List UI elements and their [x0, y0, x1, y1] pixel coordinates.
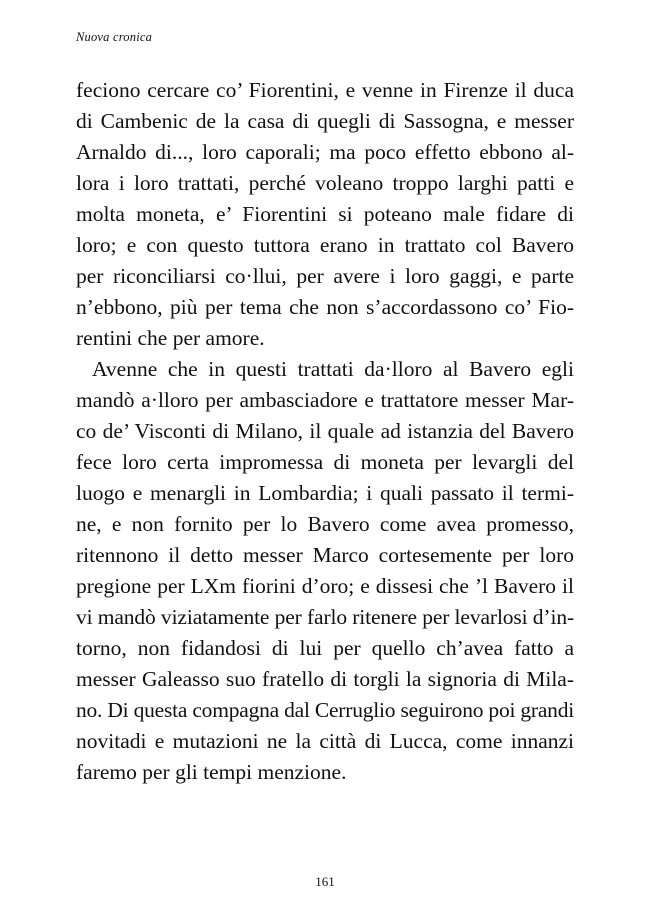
running-head: Nuova cronica: [76, 30, 153, 44]
paragraph-1: [76, 75, 574, 354]
text-line: co de’ Visconti di Milano, il quale ad istanzia del Bavero: [76, 419, 574, 443]
text-line: lora i loro trattati, perché voleano troppo larghi patti e: [76, 171, 574, 195]
text-line: ritennono il detto messer Marco cortesemente per loro: [76, 543, 574, 567]
text-line: feciono cercare co’ Fiorentini, e venne in Firenze il duca: [76, 78, 574, 102]
paragraph-2: [76, 354, 574, 788]
page-number: 161: [315, 874, 335, 889]
text-line: di Cambenic de la casa di quegli di Sassogna, e messer: [76, 109, 574, 133]
text-line: loro; e con questo tuttora erano in trattato col Bavero: [76, 233, 574, 257]
text-line: n’ebbono, più per tema che non s’accordassono co’ Fio-: [76, 295, 574, 319]
text-line: Arnaldo di..., loro caporali; ma poco effetto ebbono al-: [76, 140, 574, 164]
text-line: pregione per LXm fiorini d’oro; e dissesi che ’l Bavero il: [76, 574, 574, 598]
text-line: rentini che per amore.: [76, 326, 265, 350]
text-line: torno, non fidandosi di lui per quello ch’avea fatto a: [76, 636, 574, 660]
text-line: vi mandò viziatamente per farlo ritenere per levarlosi d’in-: [76, 605, 574, 629]
text-line: per riconciliarsi co·llui, per avere i loro gaggi, e parte: [76, 264, 574, 288]
text-line: faremo per gli tempi menzione.: [76, 760, 347, 784]
text-line: luogo e menargli in Lombardia; i quali passato il termi-: [76, 481, 574, 505]
text-line: no. Di questa compagna dal Cerruglio seguirono poi grandi: [76, 698, 574, 722]
text-line: ne, e non fornito per lo Bavero come avea promesso,: [76, 512, 574, 536]
text-line: fece loro certa impromessa di moneta per levargli del: [76, 450, 574, 474]
text-line: molta moneta, e’ Fiorentini si poteano male fidare di: [76, 202, 574, 226]
text-line: novitadi e mutazioni ne la città di Lucca, come innanzi: [76, 729, 574, 753]
text-line: Avenne che in questi trattati da·lloro al Bavero egli: [92, 357, 574, 381]
text-line: mandò a·lloro per ambasciadore e trattatore messer Mar-: [76, 388, 574, 412]
text-line: messer Galeasso suo fratello di torgli la signoria di Mila-: [76, 667, 574, 691]
body-text: [76, 75, 574, 788]
